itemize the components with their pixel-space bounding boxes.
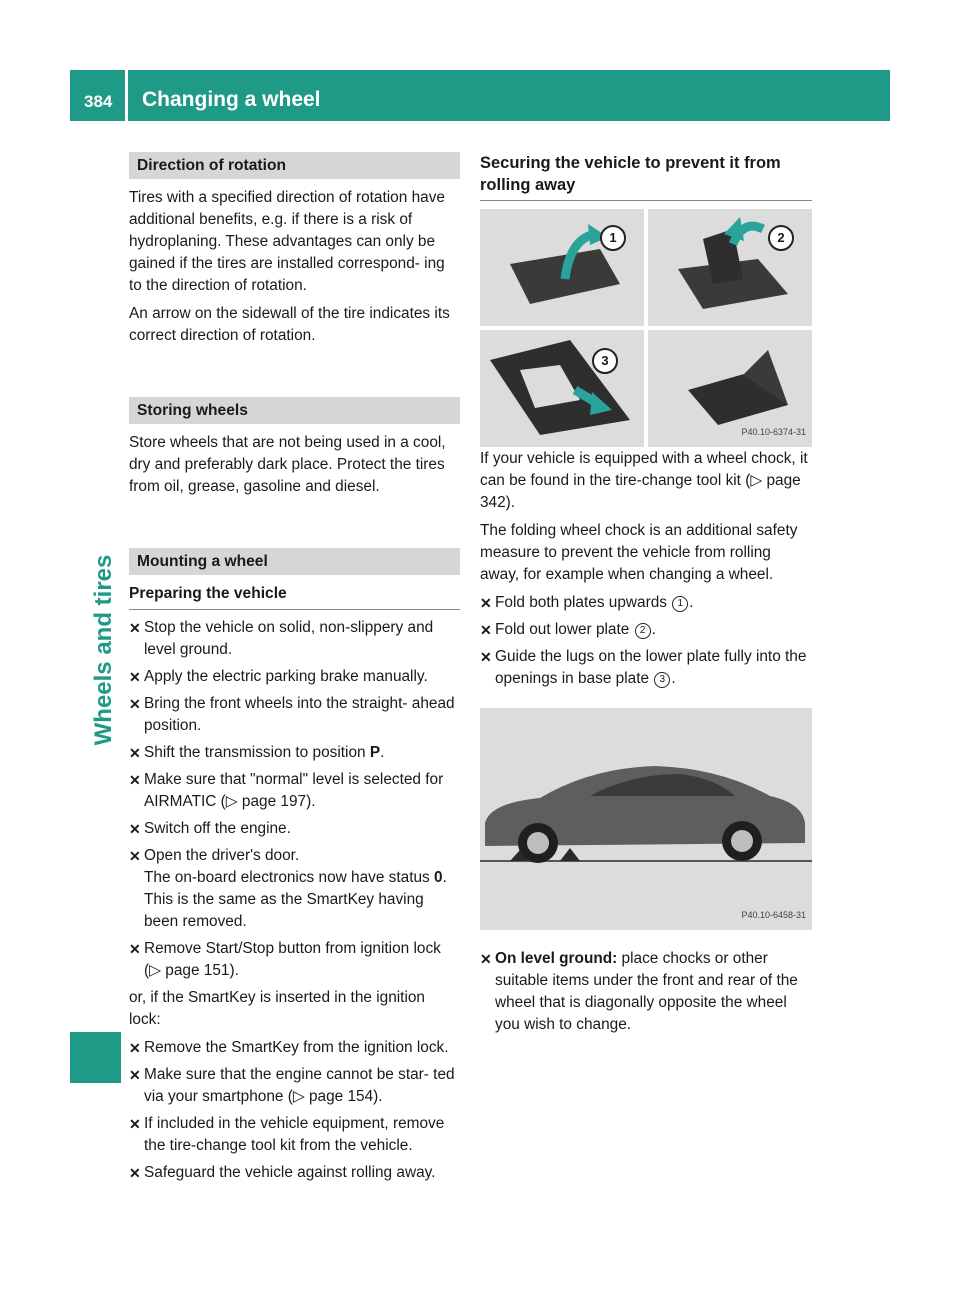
step-marker-icon: ✕ — [129, 669, 141, 685]
step-marker-icon: ✕ — [129, 745, 141, 761]
step-marker-icon: ✕ — [129, 941, 141, 957]
page-title: Changing a wheel — [142, 88, 321, 111]
paragraph: Tires with a specified direction of rotation have additional benefits, e.g. if there is a risk of hydroplaning. These advantages can only be gained if the tires are installed correspond- ing to the direction of rotation. — [129, 189, 445, 294]
page-reference-link[interactable]: page 151). — [165, 962, 239, 979]
step-marker-icon: ✕ — [129, 772, 141, 788]
list-item: ✕ Switch off the engine. — [129, 818, 460, 840]
paragraph: or, if the SmartKey is inserted in the ignition lock: — [129, 989, 425, 1028]
list-item: ✕ Make sure that "normal" level is selected for AIRMATIC (▷ page 197). — [129, 771, 444, 810]
wheel-chock-plate-icon — [480, 209, 644, 319]
list-item: ✕ Make sure that the engine cannot be star- ted via your smartphone (▷ page 154). — [129, 1066, 455, 1105]
list-item: ✕ Remove Start/Stop button from ignition lock (▷ page 151). — [129, 940, 441, 979]
list-item: ✕ Fold both plates upwards 1 . — [480, 592, 812, 614]
figure-code: P40.10-6458-31 — [741, 910, 806, 920]
list-item: ✕ On level ground: place chocks or other suitable items under the front and rear of the wheel that is diagonally opposite the wheel you wish to change. — [480, 950, 798, 1033]
list-item: ✕ Shift the transmission to position P. — [129, 742, 460, 764]
section-heading-direction — [129, 152, 460, 179]
step-list — [129, 1037, 460, 1184]
page-reference-link[interactable]: page 197). — [241, 793, 316, 810]
step-marker-icon: ✕ — [129, 620, 141, 636]
side-tab-block — [70, 1032, 121, 1083]
page-ref-arrow-icon: ▷ — [149, 962, 166, 979]
left-column — [129, 152, 460, 1189]
list-item: ✕ Remove the SmartKey from the ignition lock. — [129, 1037, 460, 1059]
paragraph: An arrow on the sidewall of the tire indicates its correct direction of rotation. — [129, 305, 450, 344]
side-tab-label: Wheels and tires — [90, 554, 117, 746]
page-number: 384 — [84, 92, 113, 111]
wheel-chock-plate-icon — [648, 209, 812, 319]
figure-panel-1 — [480, 209, 644, 326]
list-item: ✕ Open the driver's door. The on-board electronics now have status 0. This is the same as the SmartKey having been removed. — [129, 847, 447, 930]
paragraph: The folding wheel chock is an additional safety measure to prevent the vehicle from rolling away, for example when changing a wheel. — [480, 522, 798, 583]
paragraph: Store wheels that are not being used in a cool, dry and preferably dark place. Protect the tires from oil, grease, gasoline and diesel. — [129, 434, 446, 495]
step-marker-icon: ✕ — [129, 696, 141, 712]
section-title: Mounting a wheel — [137, 553, 268, 570]
list-item: ✕ If included in the vehicle equipment, remove the tire-change tool kit from the vehicle. — [129, 1115, 445, 1154]
car-icon — [480, 708, 812, 930]
step-marker-icon: ✕ — [129, 1165, 141, 1181]
step-marker-icon: ✕ — [129, 1116, 141, 1132]
step-marker-icon: ✕ — [129, 848, 141, 864]
subheading-securing: Securing the vehicle to prevent it from rolling away — [480, 152, 812, 201]
list-item: ✕ Apply the electric parking brake manually. — [129, 666, 460, 688]
list-item: ✕ Bring the front wheels into the straight- ahead position. — [129, 695, 455, 734]
step-marker-icon: ✕ — [480, 649, 492, 665]
step-marker-icon: ✕ — [480, 595, 492, 611]
paragraph: If your vehicle is equipped with a wheel chock, it can be found in the tire-change tool kit (▷ page 342). — [480, 450, 808, 511]
list-item: ✕ Fold out lower plate 2 . — [480, 619, 812, 641]
page-ref-arrow-icon: ▷ — [225, 793, 242, 810]
figure-panel-4 — [648, 330, 812, 447]
page-ref-arrow-icon: ▷ — [750, 472, 767, 489]
subheading-preparing: Preparing the vehicle — [129, 583, 460, 610]
step-marker-icon: ✕ — [129, 1067, 141, 1083]
step-marker-icon: ✕ — [129, 1040, 141, 1056]
section-title: Direction of rotation — [137, 157, 287, 174]
car-chock-figure — [480, 708, 812, 930]
section-heading-storing — [129, 397, 460, 424]
figure-panel-2 — [648, 209, 812, 326]
section-title: Storing wheels — [137, 402, 248, 419]
figure-panel-3 — [480, 330, 644, 447]
step-list — [129, 617, 460, 982]
header-divider — [125, 70, 128, 121]
right-column — [480, 152, 812, 1041]
step-marker-icon: ✕ — [480, 622, 492, 638]
callout-3: 3 — [592, 348, 618, 374]
wheel-chock-plate-icon — [480, 330, 644, 440]
callout-1: 1 — [600, 225, 626, 251]
list-item: ✕ Safeguard the vehicle against rolling away. — [129, 1162, 460, 1184]
list-item: ✕ Stop the vehicle on solid, non-slippery and level ground. — [129, 619, 434, 658]
step-list — [480, 948, 812, 1036]
page-reference-link[interactable]: page 154). — [308, 1088, 383, 1105]
step-marker-icon: ✕ — [129, 821, 141, 837]
page-ref-arrow-icon: ▷ — [292, 1088, 309, 1105]
step-marker-icon: ✕ — [480, 951, 492, 967]
callout-ref: 3 — [654, 672, 670, 688]
callout-2: 2 — [768, 225, 794, 251]
list-item: ✕ Guide the lugs on the lower plate fully into the openings in base plate 3 . — [480, 648, 807, 687]
callout-ref: 1 — [672, 596, 688, 612]
section-heading-mounting — [129, 548, 460, 575]
page-reference-link[interactable]: page 342). — [480, 472, 801, 511]
step-list — [480, 592, 812, 690]
callout-ref: 2 — [635, 623, 651, 639]
wheel-chock-figure — [480, 209, 812, 437]
figure-code: P40.10-6374-31 — [741, 427, 806, 437]
